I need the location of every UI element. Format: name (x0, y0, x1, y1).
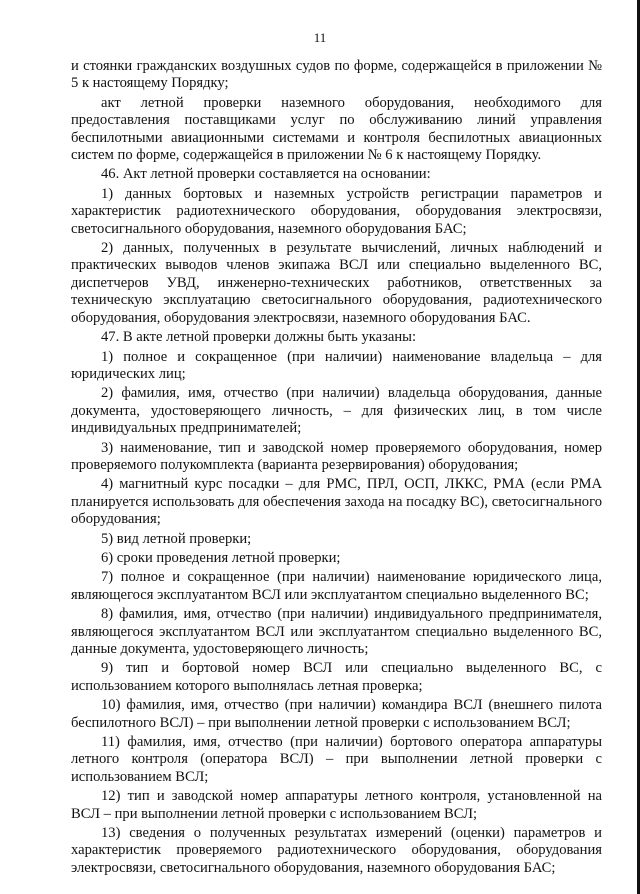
paragraph: 8) фамилия, имя, отчество (при наличии) индивидуального предпринимателя, являющегося эксплуатантом ВСЛ или эксплуатантом специально выделенного ВС, данные документа, удостоверяющего личность; (71, 606, 602, 657)
paragraph: 5) вид летной проверки; (101, 530, 252, 547)
paragraph: 7) полное и сокращенное (при наличии) наименование юридического лица, являющегося эксплуатантом ВСЛ или эксплуатантом специально выделенного ВС; (71, 569, 602, 603)
paragraph: 3) наименование, тип и заводской номер проверяемого оборудования, номер проверяемого полукомплекта (варианта резервирования) оборудования; (71, 439, 602, 473)
paragraph: 2) данных, полученных в результате вычислений, личных наблюдений и практических выводов членов экипажа ВСЛ или специально выделенного ВС, диспетчеров УВД, инженерно-технических работников, ответственных за техническую эксплуатацию светосигнального оборудования, радиотехнического оборудования, оборудования электросвязи, наземного оборудования БАС. (71, 240, 602, 326)
paragraph: и стоянки гражданских воздушных судов по форме, содержащейся в приложении № 5 к настоящему Порядку; (71, 58, 602, 92)
paragraph: акт летной проверки наземного оборудования, необходимого для предоставления поставщиками услуг по обслуживанию линий управления беспилотными авиационными системами и контроля беспилотных авиационных систем по форме, содержащейся в приложении № 6 к настоящему Порядку. (71, 94, 602, 164)
paragraph: 1) полное и сокращенное (при наличии) наименование владельца – для юридических лиц; (71, 348, 602, 382)
paragraph: 11) фамилия, имя, отчество (при наличии) бортового оператора аппаратуры летного контроля (оператора ВСЛ) – при выполнении летной проверки с использованием ВСЛ; (71, 734, 602, 785)
page-number: 11 (313, 30, 327, 45)
paragraph: 9) тип и бортовой номер ВСЛ или специально выделенного ВС, с использованием которого выполнялась летная проверка; (71, 660, 602, 694)
document-body (71, 58, 602, 879)
paragraph: 2) фамилия, имя, отчество (при наличии) владельца оборудования, данные документа, удостоверяющего личность, – для физических лиц, в том числе индивидуальных предпринимателей; (71, 385, 602, 437)
paragraph: 12) тип и заводской номер аппаратуры летного контроля, установленной на ВСЛ – при выполнении летной проверки с использованием ВСЛ; (71, 788, 602, 822)
paragraph: 4) магнитный курс посадки – для РМС, ПРЛ, ОСП, ЛККС, РМА (если РМА планируется использовать для обеспечения захода на посадку ВС), светосигнального оборудования; (71, 476, 602, 528)
paragraph: 10) фамилия, имя, отчество (при наличии) командира ВСЛ (внешнего пилота беспилотного ВСЛ) – при выполнении летной проверки с использованием ВСЛ; (71, 697, 602, 731)
paragraph: 1) данных бортовых и наземных устройств регистрации параметров и характеристик радиотехнического оборудования, оборудования электросвязи, светосигнального оборудования, наземного оборудования БАС; (71, 185, 602, 237)
paragraph: 6) сроки проведения летной проверки; (101, 549, 341, 566)
paragraph: 46. Акт летной проверки составляется на основании: (101, 166, 431, 183)
paragraph: 47. В акте летной проверки должны быть указаны: (101, 329, 417, 346)
paragraph: 13) сведения о полученных результатах измерений (оценки) параметров и характеристик проверяемого радиотехнического оборудования, оборудования электросвязи, светосигнального оборудования, наземного оборудования БАС; (71, 825, 602, 876)
